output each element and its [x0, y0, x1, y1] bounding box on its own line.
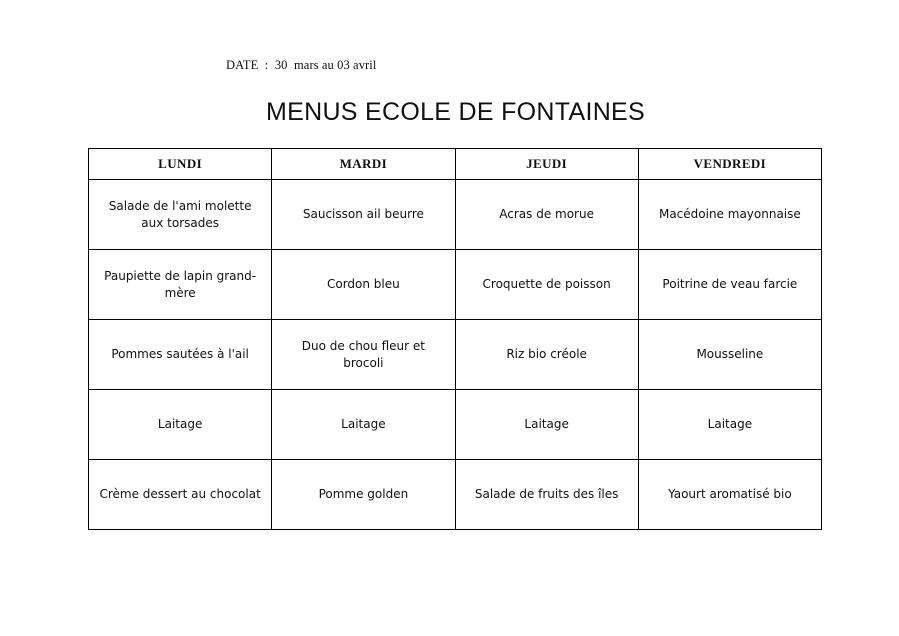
date-value: 30 mars au 03 avril [274, 58, 377, 72]
menu-table [88, 148, 822, 530]
page-title: MENUS ECOLE DE FONTAINES [265, 98, 645, 126]
menu-cell: Paupiette de lapin grand-mère [89, 250, 272, 320]
menu-cell: Laitage [272, 390, 455, 460]
menu-cell: Macédoine mayonnaise [638, 180, 821, 250]
menu-cell: Laitage [638, 390, 821, 460]
table-row [89, 460, 822, 530]
table-row [89, 180, 822, 250]
menu-cell: Salade de l'ami molette aux torsades [89, 180, 272, 250]
menu-cell: Cordon bleu [272, 250, 455, 320]
date-label: DATE [226, 58, 259, 72]
menu-cell: Crème dessert au chocolat [89, 460, 272, 530]
menu-cell: Croquette de poisson [455, 250, 638, 320]
menu-cell: Yaourt aromatisé bio [638, 460, 821, 530]
date-separator: : [264, 58, 269, 72]
menu-cell: Riz bio créole [455, 320, 638, 390]
menu-cell: Salade de fruits des îles [455, 460, 638, 530]
column-header-lundi: LUNDI [89, 149, 272, 180]
header-row [89, 149, 822, 180]
menu-cell: Mousseline [638, 320, 821, 390]
menu-cell: Laitage [89, 390, 272, 460]
menu-cell: Laitage [455, 390, 638, 460]
table-row [89, 250, 822, 320]
menu-cell: Pomme golden [272, 460, 455, 530]
menu-cell: Poitrine de veau farcie [638, 250, 821, 320]
table-row [89, 320, 822, 390]
column-header-mardi: MARDI [272, 149, 455, 180]
menu-cell: Pommes sautées à l'ail [89, 320, 272, 390]
column-header-vendredi: VENDREDI [638, 149, 821, 180]
menu-cell: Saucisson ail beurre [272, 180, 455, 250]
table-row [89, 390, 822, 460]
date-line [226, 58, 376, 73]
menu-cell: Acras de morue [455, 180, 638, 250]
column-header-jeudi: JEUDI [455, 149, 638, 180]
menu-cell: Duo de chou fleur et brocoli [272, 320, 455, 390]
